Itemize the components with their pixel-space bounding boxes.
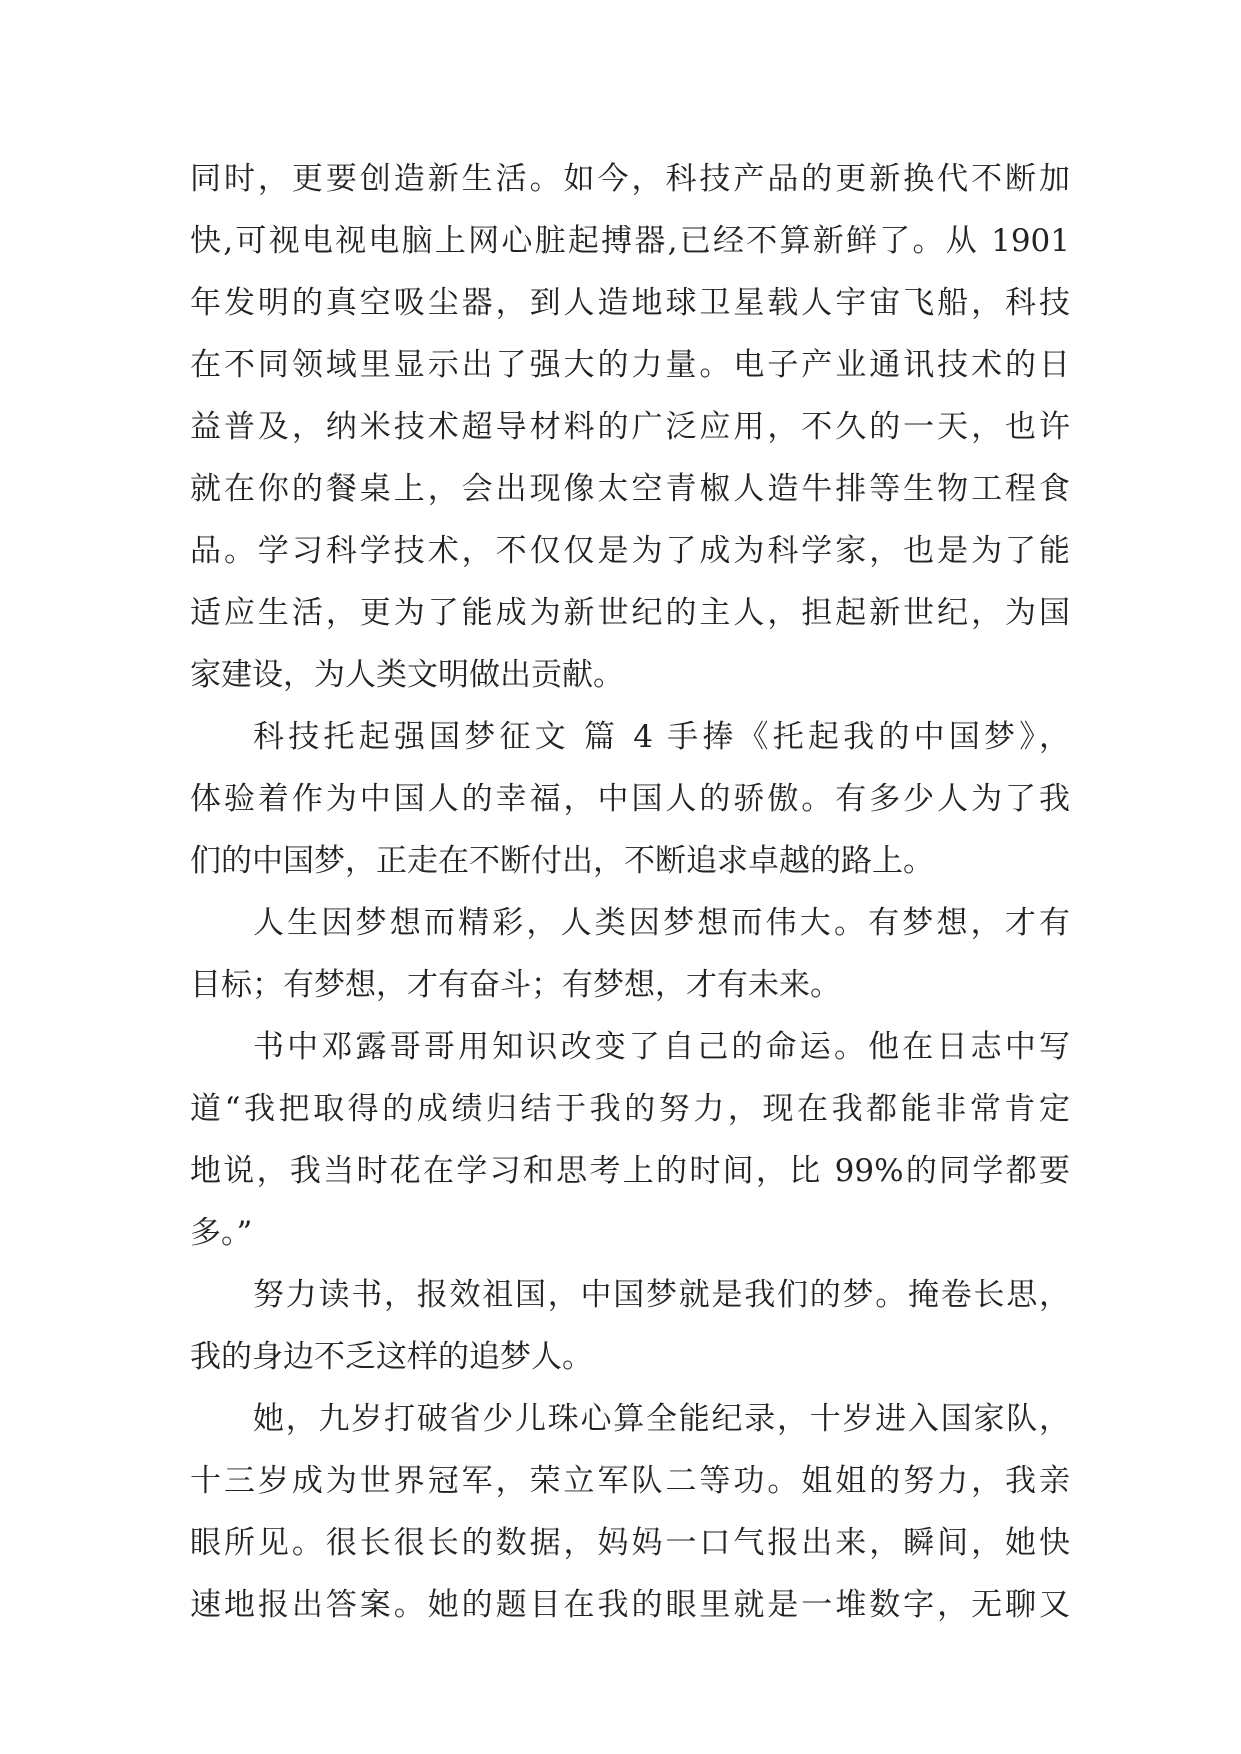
text-line: 我的身边不乏这样的追梦人。 [190,1339,593,1375]
text-line: 人生因梦想而精彩，人类因梦想而伟大。有梦想，才有 [253,905,1070,941]
text-line: 十三岁成为世界冠军，荣立军队二等功。姐姐的努力，我亲 [190,1463,1070,1499]
text-line: 地说，我当时花在学习和思考上的时间，比 99%的同学都要 [190,1153,1070,1189]
text-line: 们的中国梦，正走在不断付出，不断追求卓越的路上。 [190,843,934,879]
text-line: 益普及，纳米技术超导材料的广泛应用，不久的一天，也许 [190,409,1070,445]
text-line: 眼所见。很长很长的数据，妈妈一口气报出来，瞬间，她快 [190,1525,1070,1561]
text-line: 多。” [190,1215,253,1251]
text-line: 道“我把取得的成绩归结于我的努力，现在我都能非常肯定 [190,1091,1070,1127]
body-text [190,148,1070,1636]
text-line: 同时，更要创造新生活。如今，科技产品的更新换代不断加 [190,161,1070,197]
text-line: 快,可视电视电脑上网心脏起搏器,已经不算新鲜了。从 1901 [190,223,1070,259]
section-heading-line: 科技托起强国梦征文 篇 4 手捧《托起我的中国梦》， [253,719,1070,755]
text-line: 就在你的餐桌上，会出现像太空青椒人造牛排等生物工程食 [190,471,1070,507]
text-line: 书中邓露哥哥用知识改变了自己的命运。他在日志中写 [253,1029,1070,1065]
text-line: 努力读书，报效祖国，中国梦就是我们的梦。掩卷长思， [253,1277,1070,1313]
text-line: 适应生活，更为了能成为新世纪的主人，担起新世纪，为国 [190,595,1070,631]
text-line: 年发明的真空吸尘器，到人造地球卫星载人宇宙飞船，科技 [190,285,1070,321]
text-line: 家建设，为人类文明做出贡献。 [190,657,624,693]
text-line: 她，九岁打破省少儿珠心算全能纪录，十岁进入国家队， [253,1401,1070,1437]
text-line: 品。学习科学技术，不仅仅是为了成为科学家，也是为了能 [190,533,1070,569]
text-line: 目标；有梦想，才有奋斗；有梦想，才有未来。 [190,967,841,1003]
text-line: 体验着作为中国人的幸福，中国人的骄傲。有多少人为了我 [190,781,1070,817]
text-line: 速地报出答案。她的题目在我的眼里就是一堆数字，无聊又 [190,1587,1070,1623]
text-line: 在不同领域里显示出了强大的力量。电子产业通讯技术的日 [190,347,1070,383]
